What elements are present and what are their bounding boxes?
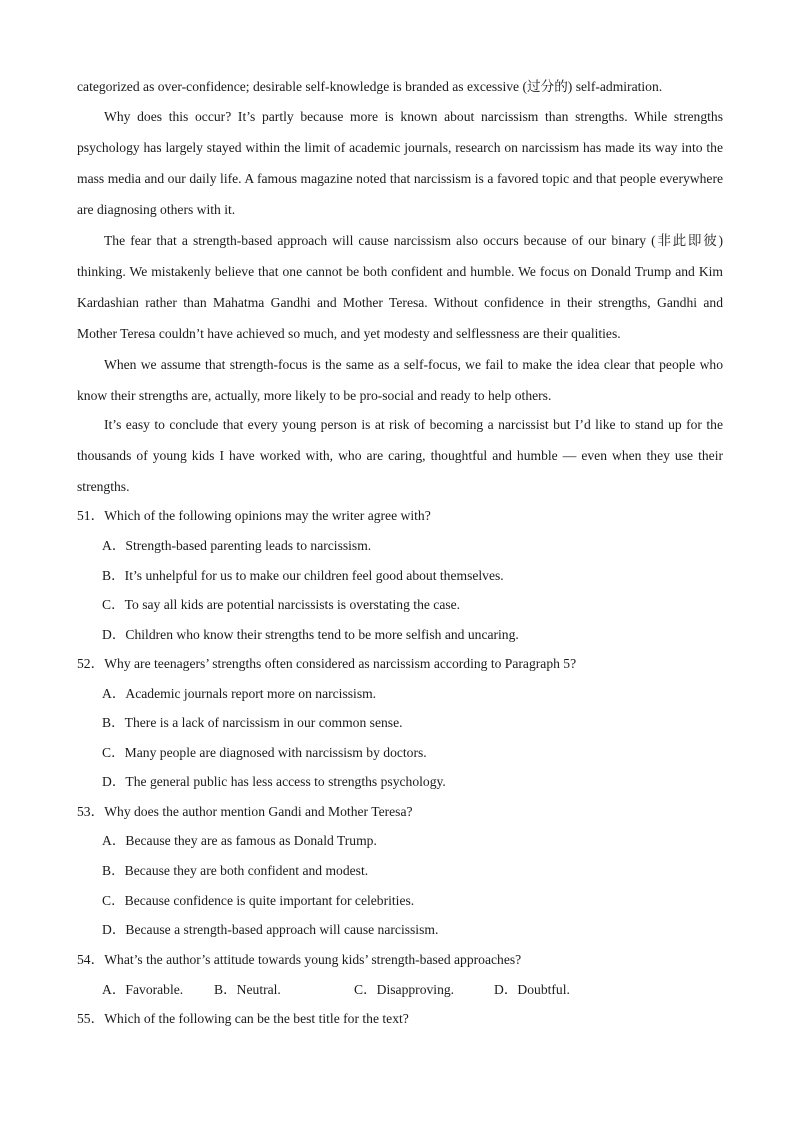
- passage-paragraph-0: categorized as over-confidence; desirable self-knowledge is branded as excessive (过分的) self-admiration.: [77, 79, 663, 94]
- option-54-d[interactable]: [494, 979, 570, 1001]
- option-letter: C．: [354, 982, 377, 997]
- passage-paragraph-3: When we assume that strength-focus is the same as a self-focus, we fail to make the idea clear that people who know their strengths are, actually, more likely to be pro-social and ready to help others.: [77, 357, 723, 403]
- option-letter: B．: [102, 568, 125, 583]
- option-letter: B．: [102, 863, 125, 878]
- option-text: Favorable.: [125, 982, 184, 997]
- option-letter: C．: [102, 745, 125, 760]
- option-text: There is a lack of narcissism in our common sense.: [124, 715, 403, 730]
- option-letter: B．: [214, 982, 237, 997]
- option-53-a[interactable]: [102, 830, 722, 852]
- option-text: Neutral.: [236, 982, 281, 997]
- option-letter: A．: [102, 686, 126, 701]
- question-51: [77, 505, 727, 527]
- option-text: Disapproving.: [376, 982, 455, 997]
- passage-paragraph-4: It’s easy to conclude that every young person is at risk of becoming a narcissist but I’d like to stand up for the thousands of young kids I have worked with, who are caring, thoughtful and humble — even when they use their strengths.: [77, 417, 723, 494]
- option-letter: A．: [102, 538, 126, 553]
- option-text: Doubtful.: [517, 982, 570, 997]
- option-53-c[interactable]: [102, 890, 722, 912]
- option-54-a[interactable]: [102, 979, 183, 1001]
- option-letter: D．: [102, 627, 126, 642]
- option-text: Strength-based parenting leads to narcissism.: [125, 538, 372, 553]
- option-letter: A．: [102, 982, 126, 997]
- option-text: Because they are both confident and modest.: [124, 863, 369, 878]
- option-54-b[interactable]: [214, 979, 281, 1001]
- option-text: Many people are diagnosed with narcissism by doctors.: [124, 745, 427, 760]
- question-53: [77, 801, 727, 823]
- option-text: Academic journals report more on narcissism.: [125, 686, 377, 701]
- question-54: [77, 949, 727, 971]
- option-text: The general public has less access to strengths psychology.: [125, 774, 446, 789]
- question-number: 52．: [77, 656, 105, 671]
- option-letter: C．: [102, 893, 125, 908]
- passage-paragraph-2: The fear that a strength-based approach will cause narcissism also occurs because of our binary (非此即彼) thinking. We mistakenly believe that one cannot be both confident and humble. We focus on Donald Trump and Kim Kardashian rather than Mahatma Gandhi and Mother Teresa. Without confidence in their strengths, Gandhi and Mother Teresa couldn’t have achieved so much, and yet modesty and selflessness are their qualities.: [77, 233, 723, 341]
- option-51-a[interactable]: [102, 535, 722, 557]
- option-text: Because confidence is quite important for celebrities.: [124, 893, 415, 908]
- option-letter: C．: [102, 597, 125, 612]
- option-52-d[interactable]: [102, 771, 722, 793]
- option-53-b[interactable]: [102, 860, 722, 882]
- option-letter: B．: [102, 715, 125, 730]
- option-54-c[interactable]: [354, 979, 454, 1001]
- option-text: It’s unhelpful for us to make our children feel good about themselves.: [124, 568, 504, 583]
- option-51-b[interactable]: [102, 565, 722, 587]
- option-52-a[interactable]: [102, 683, 722, 705]
- option-letter: D．: [102, 774, 126, 789]
- option-letter: D．: [102, 922, 126, 937]
- option-51-c[interactable]: [102, 594, 722, 616]
- question-52: [77, 653, 727, 675]
- question-stem: Why are teenagers’ strengths often considered as narcissism according to Paragraph 5?: [104, 656, 577, 671]
- option-text: Because a strength-based approach will cause narcissism.: [125, 922, 439, 937]
- question-stem: Why does the author mention Gandi and Mother Teresa?: [104, 804, 413, 819]
- question-number: 54．: [77, 952, 105, 967]
- option-text: Children who know their strengths tend to be more selfish and uncaring.: [125, 627, 519, 642]
- question-number: 53．: [77, 804, 105, 819]
- option-51-d[interactable]: [102, 624, 722, 646]
- question-stem: Which of the following can be the best title for the text?: [104, 1011, 409, 1026]
- option-52-c[interactable]: [102, 742, 722, 764]
- option-53-d[interactable]: [102, 919, 722, 941]
- option-letter: D．: [494, 982, 518, 997]
- question-number: 51．: [77, 508, 105, 523]
- question-55: [77, 1008, 727, 1030]
- option-52-b[interactable]: [102, 712, 722, 734]
- question-stem: What’s the author’s attitude towards young kids’ strength-based approaches?: [104, 952, 522, 967]
- question-number: 55．: [77, 1011, 105, 1026]
- option-text: Because they are as famous as Donald Trump.: [125, 833, 377, 848]
- passage-paragraph-1: Why does this occur? It’s partly because more is known about narcissism than strengths. While strengths psychology has largely stayed within the limit of academic journals, research on narcissism has made its way into the mass media and our daily life. A famous magazine noted that narcissism is a favored topic and that people everywhere are diagnosing others with it.: [77, 109, 723, 217]
- option-letter: A．: [102, 833, 126, 848]
- option-text: To say all kids are potential narcissists is overstating the case.: [124, 597, 461, 612]
- question-stem: Which of the following opinions may the writer agree with?: [104, 508, 431, 523]
